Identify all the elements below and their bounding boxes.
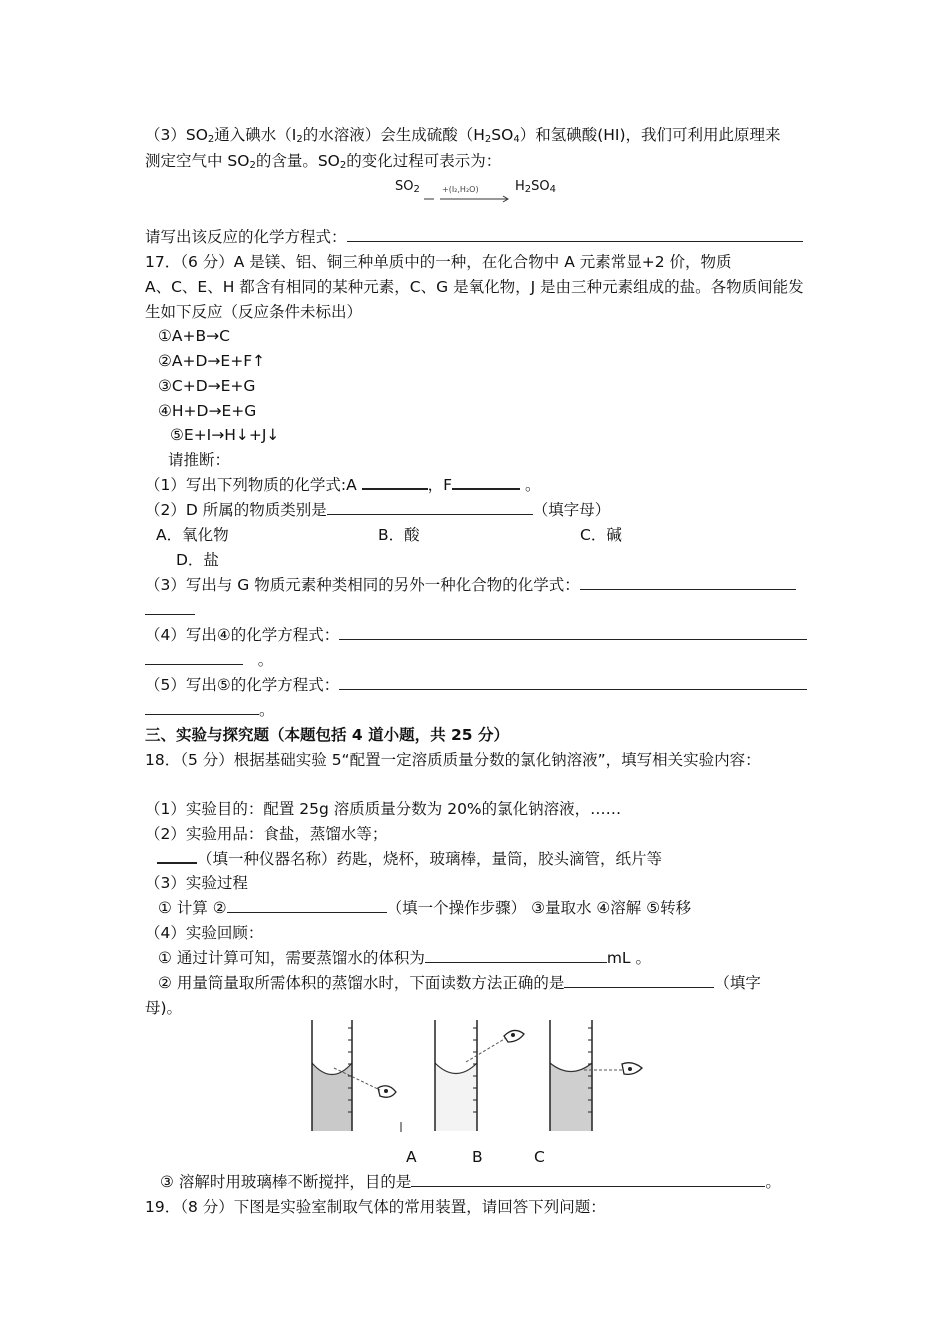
answer-blank-eq4[interactable] — [339, 625, 807, 640]
section-3-heading: 三、实验与探究题（本题包括 4 道小题，共 25 分） — [145, 726, 509, 744]
answer-blank-formula[interactable] — [580, 575, 796, 590]
cylinder-c — [550, 1020, 642, 1131]
so2-line-2: 测定空气中 $SO_2$的含量。$SO_2$的变化过程可表示为： — [145, 152, 502, 171]
q17-sub-4: （4）写出④的化学方程式： — [145, 624, 807, 646]
reaction-5: ⑤E+I→H↓+J↓ — [170, 426, 280, 444]
q19-line-1: 19．（8 分）下图是实验室制取气体的常用装置，请回答下列问题： — [145, 1198, 606, 1216]
so2-line-1: $(3)SO_2$通入碘水（$I_2$的水溶液）会生成硫酸$(H_2SO_4)$和氢碘酸(HI)，我们可利用此原理来 — [145, 126, 781, 145]
figure-label-a: A — [406, 1148, 417, 1166]
so2-equation-right: $H_2SO_4$ — [515, 179, 557, 195]
reaction-4: ④H+D→E+G — [158, 402, 257, 420]
q18-sub-4: （4）实验回顾： — [145, 924, 264, 942]
q18-sub-2b: （填一种仪器名称）药匙，烧杯，玻璃棒，量筒，胶头滴管，纸片等 — [157, 848, 662, 870]
answer-blank-f[interactable] — [452, 474, 520, 490]
q17-sub-3: （3）写出与 G 物质元素种类相同的另外一种化合物的化学式： — [145, 574, 796, 596]
reaction-1: ①A+B→C — [158, 327, 230, 345]
answer-blank-a[interactable] — [362, 474, 428, 490]
q17-sub-5: （5）写出⑤的化学方程式： — [145, 674, 807, 696]
answer-blank-instrument[interactable] — [157, 848, 197, 864]
answer-blank[interactable] — [347, 227, 803, 242]
equation-prompt: 请写出该反应的化学方程式： — [145, 226, 803, 248]
q17-line-3: 生如下反应（反应条件未标出） — [145, 303, 363, 321]
q17-sub-3-cont — [145, 599, 195, 621]
infer-label: 请推断： — [168, 451, 231, 469]
option-a: A．氧化物 — [156, 526, 229, 544]
q18-sub-4b: ② 用量筒量取所需体积的蒸馏水时，下面读数方法正确的是 （填字 — [158, 974, 761, 992]
q18-sub-4b-cont: 母)。 — [145, 999, 183, 1017]
option-d: D．盐 — [176, 551, 219, 569]
q18-sub-2: （2）实验用品：食盐，蒸馏水等； — [145, 825, 388, 843]
answer-blank-category[interactable] — [327, 500, 533, 515]
q18-sub-4a: ① 通过计算可知，需要蒸馏水的体积为 mL 。 — [158, 949, 651, 967]
reaction-2: ②A+D→E+F↑ — [158, 352, 266, 370]
answer-blank-formula-cont[interactable] — [145, 600, 195, 615]
q17-sub-4-cont: 。 — [145, 649, 273, 671]
figure-label-b: B — [472, 1148, 483, 1166]
q17-sub-2: （2）D 所属的物质类别是 （填字母） — [145, 501, 611, 519]
answer-blank-eq5-cont[interactable] — [145, 700, 259, 715]
answer-blank-eq5[interactable] — [339, 675, 807, 690]
answer-blank-volume[interactable] — [425, 948, 607, 963]
cylinder-a — [312, 1020, 401, 1132]
reaction-3: ③C+D→E+G — [158, 377, 256, 395]
cylinder-reading-figure — [300, 1018, 660, 1138]
q17-line-1: 17．（6 分）A 是镁、铝、铜三种单质中的一种，在化合物中 A 元素常显+2 价，物质 — [145, 253, 732, 271]
answer-blank-reading[interactable] — [564, 973, 714, 988]
q18-sub-1: （1）实验目的：配置 25g 溶质质量分数为 20%的氯化钠溶液，…… — [145, 800, 622, 818]
q18-sub-3: （3）实验过程 — [145, 874, 248, 892]
figure-label-c: C — [534, 1148, 545, 1166]
eye-icon-c — [622, 1063, 642, 1075]
option-c: C．碱 — [580, 526, 622, 544]
equation-arrow: +(I₂,H₂O) — [424, 184, 510, 206]
q17-sub-1: （1）写出下列物质的化学式:A ，F 。 — [145, 476, 541, 494]
q17-line-2: A、C、E、H 都含有相同的某种元素，C、G 是氧化物，J 是由三种元素组成的盐。各物质间能发 — [145, 278, 804, 296]
option-b: B．酸 — [378, 526, 420, 544]
answer-blank-stir[interactable] — [411, 1172, 765, 1187]
answer-blank-step[interactable] — [227, 898, 387, 913]
q17-sub-5-cont: 。 — [145, 699, 275, 721]
q18-line-1: 18．（5 分）根据基础实验 5“配置一定溶质质量分数的氯化钠溶液”，填写相关实验内容： — [145, 751, 761, 769]
q18-sub-3-steps: ① 计算 ② （填一个操作步骤） ③量取水 ④溶解 ⑤转移 — [158, 899, 692, 917]
answer-blank-eq4-cont[interactable] — [145, 650, 243, 665]
cylinder-b — [435, 1020, 524, 1131]
q18-sub-4c: ③ 溶解时用玻璃棒不断搅拌，目的是 。 — [160, 1173, 781, 1191]
so2-equation-left: $SO_2$ — [395, 179, 420, 195]
